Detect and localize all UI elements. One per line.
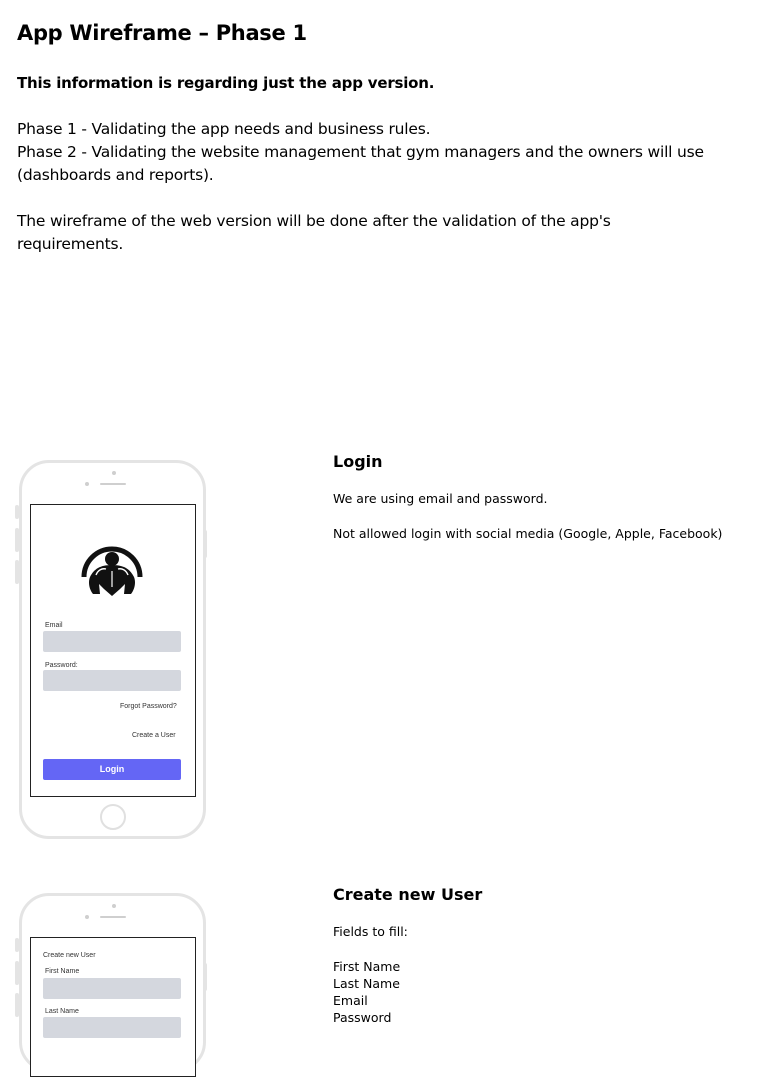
phone-home-button xyxy=(100,804,126,830)
phone-side-button xyxy=(15,993,19,1017)
phone-camera-dot xyxy=(85,915,89,919)
phase-2-text-continued: (dashboards and reports). xyxy=(17,166,214,184)
phone-side-button xyxy=(15,505,19,519)
phone-side-button xyxy=(203,530,207,558)
last-name-label: Last Name xyxy=(45,1008,79,1015)
phone-side-button xyxy=(15,961,19,985)
phone-side-button xyxy=(15,938,19,952)
create-user-screen-title: Create new User xyxy=(43,952,96,959)
field-email: Email xyxy=(333,993,368,1008)
create-user-phone-mockup xyxy=(19,893,206,1072)
web-version-note: The wireframe of the web version will be done after the validation of the app's xyxy=(17,212,611,230)
login-phone-mockup xyxy=(19,460,206,839)
web-version-note-continued: requirements. xyxy=(17,235,124,253)
last-name-input[interactable] xyxy=(43,1017,181,1038)
phone-speaker xyxy=(100,916,126,918)
phone-side-button xyxy=(15,528,19,552)
phase-1-text: Phase 1 - Validating the app needs and business rules. xyxy=(17,120,431,138)
field-first-name: First Name xyxy=(333,959,401,974)
document-title: App Wireframe – Phase 1 xyxy=(17,21,307,45)
password-label: Password: xyxy=(45,662,78,669)
fields-intro: Fields to fill: xyxy=(333,924,408,939)
create-user-heading: Create new User xyxy=(333,885,483,904)
first-name-input[interactable] xyxy=(43,978,181,999)
phone-side-button xyxy=(15,560,19,584)
bodybuilder-logo-icon xyxy=(78,539,146,599)
field-password: Password xyxy=(333,1010,392,1025)
phone-sensor-dot xyxy=(112,904,116,908)
create-user-link[interactable]: Create a User xyxy=(132,732,176,739)
field-last-name: Last Name xyxy=(333,976,400,991)
phone-speaker xyxy=(100,483,126,485)
login-description: We are using email and password. xyxy=(333,491,548,506)
phase-2-text: Phase 2 - Validating the website management that gym managers and the owners will use xyxy=(17,143,704,161)
email-input[interactable] xyxy=(43,631,181,652)
forgot-password-link[interactable]: Forgot Password? xyxy=(120,703,177,710)
login-heading: Login xyxy=(333,452,383,471)
document-subtitle: This information is regarding just the app version. xyxy=(17,74,435,92)
first-name-label: First Name xyxy=(45,968,80,975)
create-user-screen xyxy=(30,937,196,1077)
phone-side-button xyxy=(203,963,207,991)
login-screen xyxy=(30,504,196,797)
email-label: Email xyxy=(45,622,63,629)
phone-camera-dot xyxy=(85,482,89,486)
password-input[interactable] xyxy=(43,670,181,691)
login-button[interactable]: Login xyxy=(43,759,181,780)
login-social-note: Not allowed login with social media (Google, Apple, Facebook) xyxy=(333,526,723,541)
phone-sensor-dot xyxy=(112,471,116,475)
